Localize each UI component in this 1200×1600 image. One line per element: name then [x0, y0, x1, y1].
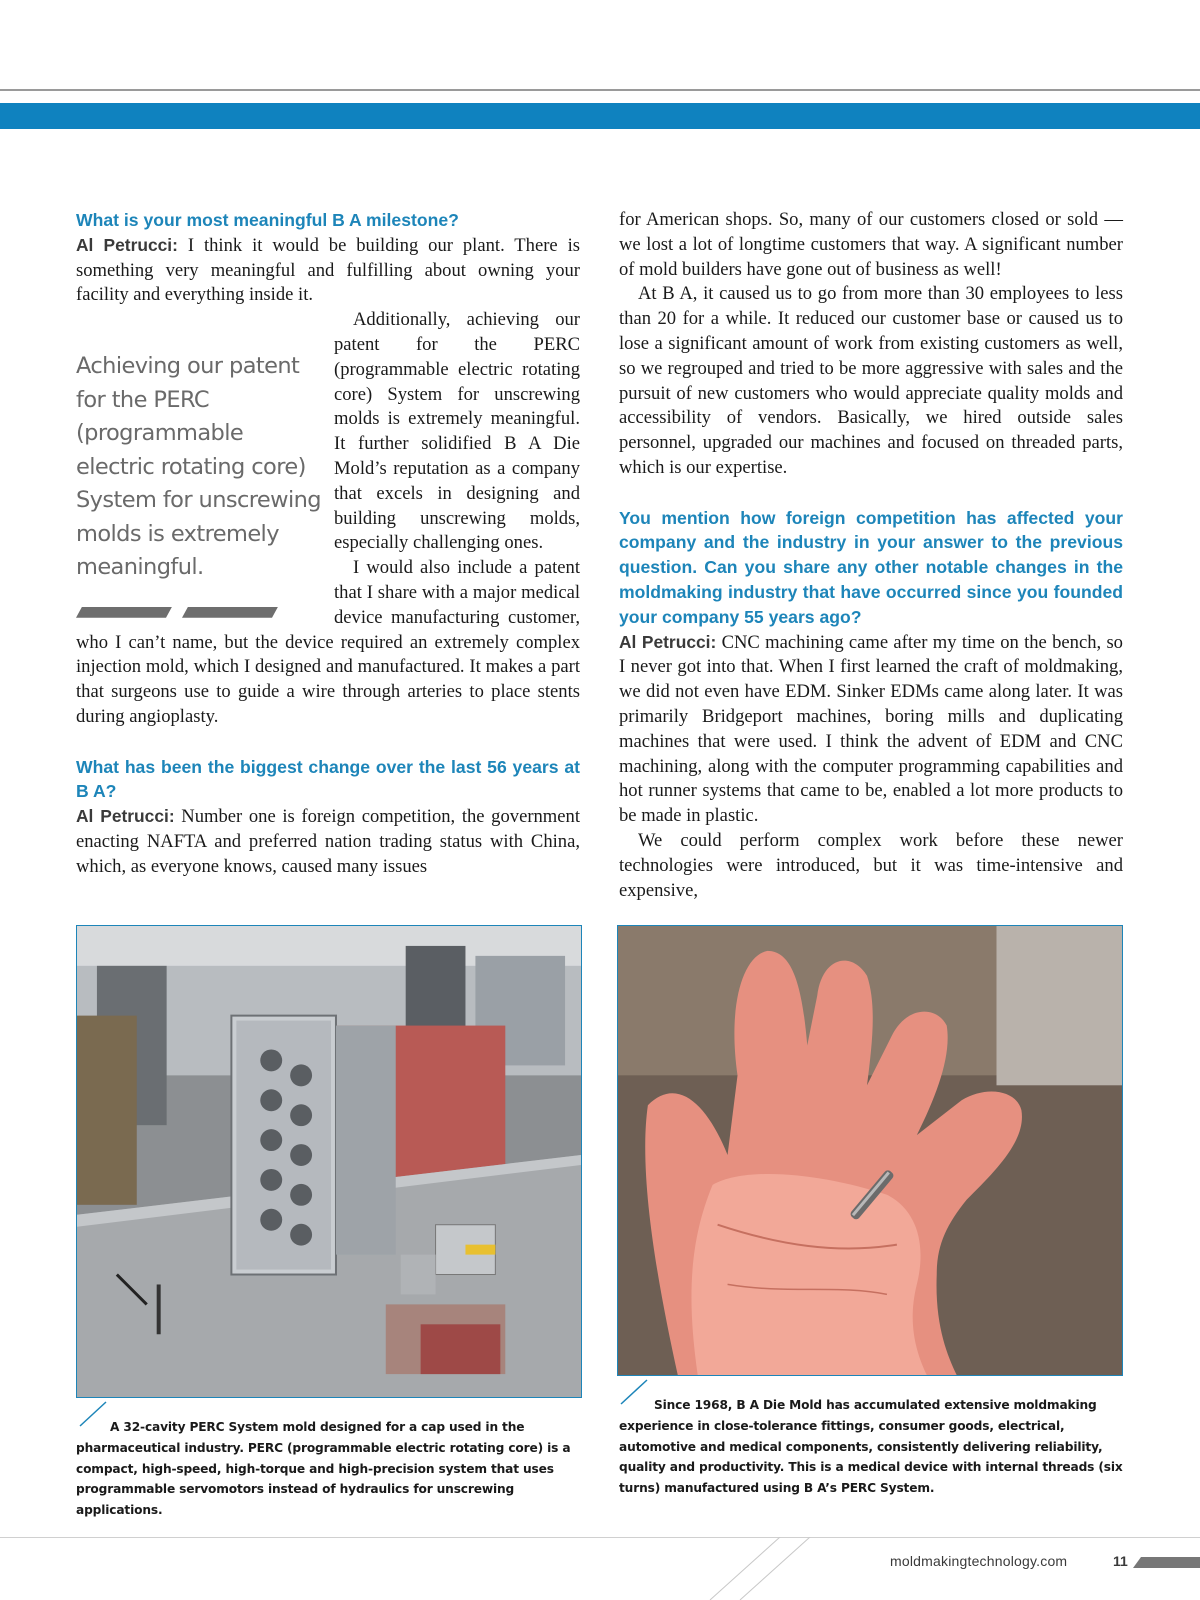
photo-perc-mold [76, 925, 582, 1398]
answer-milestone-text: I think it would be building our plant. There is something very meaningful and fulfilling about owning your facility and everything inside it. [76, 234, 580, 306]
speaker-label: Al Petrucci: [76, 806, 175, 827]
footer-tab-decoration [1133, 1557, 1200, 1568]
pull-quote-text: Achieving our patent for the PERC (programmable electric rotating core) System for unscrewing molds is extremely meaningful. [76, 353, 321, 581]
page-number: 11 [1113, 1553, 1128, 1569]
header-color-band [0, 103, 1200, 129]
answer-milestone [76, 233, 580, 308]
question-industry-changes: You mention how foreign competition has affected your company and the industry in your answer to the previous question. Can you share any other notable changes in the moldmaking industry that have occurred since you founded your company 55 years ago? [619, 507, 1123, 627]
question-milestone: What is your most meaningful B A milestone? [76, 210, 459, 230]
caption-left: A 32-cavity PERC System mold designed for a cap used in the pharmaceutical industry. PERC (programmable electric rotating core) is a compact, high-speed, high-torque and high-precision system that uses programmable servomotors instead of hydraulics for unscrewing applications. [76, 1420, 571, 1518]
paragraph-complex-work: We could perform complex work before these newer technologies were introduced, but it was time-intensive and expensive, [619, 829, 1123, 901]
question-biggest-change: What has been the biggest change over the last 56 years at B A? [76, 756, 580, 802]
answer-industry-changes-text: CNC machining came after my time on the bench, so I never got into that. When I first learned the craft of moldmaking, we did not even have EDM. Sinker EDMs came along later. It was primarily Bridgeport machines, boring mills and duplicating machines that were used. I think the advent of EDM and CNC machining, along with the computer programming capabilities and hot runner systems that came to be, enabled a lot more products to be made in plastic. [619, 631, 1123, 827]
pull-quote [0, 322, 322, 612]
answer-biggest-change-text: Number one is foreign competition, the government enacting NAFTA and preferred nation trading status with China, which, as everyone knows, caused many issues [76, 806, 580, 877]
pull-quote-decoration [76, 607, 322, 618]
header-rule [0, 89, 1200, 91]
answer-biggest-change [76, 804, 580, 879]
footer-decoration [700, 1537, 840, 1600]
speaker-label: Al Petrucci: [619, 631, 717, 652]
footer-rule [0, 1537, 1200, 1538]
caption-right: Since 1968, B A Die Mold has accumulated extensive moldmaking experience in close-tolerance fittings, consumer goods, electrical, automotive and medical components, consistently delivering reliability, quality and productivity. This is a medical device with internal threads (six turns) manufactured using B A’s PERC System. [619, 1398, 1123, 1496]
paragraph-medical-patent: I would also include a patent that I share with a major medical device manufacturing customer, who I can’t name, but the device required an extremely complex injection mold, which I designed and manufactured. It makes a part that surgeons use to guide a wire through arteries to place stents during angioplasty. [76, 557, 580, 727]
footer-url[interactable]: moldmakingtechnology.com [890, 1553, 1068, 1569]
left-column [76, 208, 580, 880]
paragraph-patent: Additionally, achieving our patent for the PERC (programmable electric rotating core) System for unscrewing molds is extremely meaningful. It further solidified B A Die Mold’s reputation as a company that excels in designing and building unscrewing molds, especially challenging ones. [334, 309, 580, 554]
paragraph-employees: At B A, it caused us to go from more than 30 employees to less than 20 for a while. It reduced our customer base or caused us to lose a significant amount of work from existing customers as well, so we regrouped and tried to be more aggressive with sales and the pursuit of new customers who would appreciate quality molds and accessibility of vendors. Basically, we hired outside sales personnel, upgraded our machines and focused on threaded parts, which is our expertise. [619, 283, 1123, 478]
paragraph-american-shops: for American shops. So, many of our customers closed or sold — we lost a lot of longtime customers that way. A significant number of mold builders have gone out of business as well! [619, 209, 1123, 280]
photo-medical-device [617, 925, 1123, 1376]
right-column [619, 208, 1123, 903]
speaker-label: Al Petrucci: [76, 234, 178, 255]
answer-industry-changes [619, 630, 1123, 829]
